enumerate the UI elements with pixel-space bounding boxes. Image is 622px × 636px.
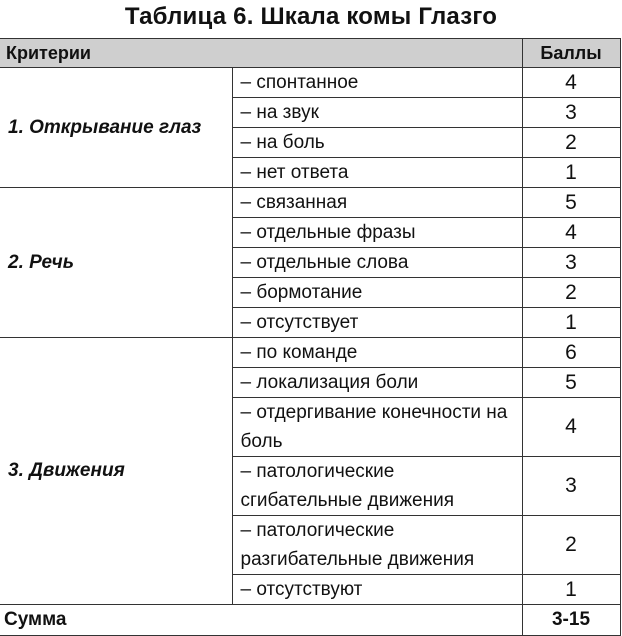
table-row	[0, 338, 620, 368]
header-row	[0, 39, 620, 68]
option-points: 4	[522, 68, 620, 98]
criterion-speech: 2. Речь	[0, 188, 232, 338]
option-points: 1	[522, 158, 620, 188]
option-label: – по команде	[232, 338, 522, 368]
option-points: 1	[522, 308, 620, 338]
option-points: 2	[522, 278, 620, 308]
points-header: Баллы	[522, 39, 620, 68]
option-label: – патологические сгибательные движения	[232, 457, 522, 516]
total-value: 3-15	[522, 605, 620, 636]
criterion-eye-opening: 1. Открывание глаз	[0, 68, 232, 188]
option-label: – на звук	[232, 98, 522, 128]
option-points: 3	[522, 248, 620, 278]
option-points: 5	[522, 188, 620, 218]
option-label: – отдельные фразы	[232, 218, 522, 248]
option-points: 3	[522, 457, 620, 516]
option-label: – нет ответа	[232, 158, 522, 188]
total-label: Сумма	[0, 605, 522, 636]
glasgow-coma-scale-table	[0, 38, 621, 636]
table-row	[0, 68, 620, 98]
option-points: 6	[522, 338, 620, 368]
option-label: – связанная	[232, 188, 522, 218]
option-points: 4	[522, 218, 620, 248]
table-row	[0, 188, 620, 218]
criterion-movements: 3. Движения	[0, 338, 232, 605]
option-points: 1	[522, 575, 620, 605]
option-points: 2	[522, 128, 620, 158]
option-label: – локализация боли	[232, 368, 522, 398]
option-points: 4	[522, 398, 620, 457]
option-points: 3	[522, 98, 620, 128]
option-points: 2	[522, 516, 620, 575]
total-row	[0, 605, 620, 636]
option-points: 5	[522, 368, 620, 398]
option-label: – спонтанное	[232, 68, 522, 98]
option-label: – патологические разгибательные движения	[232, 516, 522, 575]
criterion-header: Критерии	[0, 39, 522, 68]
option-label: – отдергивание конечности на боль	[232, 398, 522, 457]
option-label: – бормотание	[232, 278, 522, 308]
table-title: Таблица 6. Шкала комы Глазго	[124, 3, 498, 30]
option-label: – отдельные слова	[232, 248, 522, 278]
option-label: – отсутствует	[232, 308, 522, 338]
option-label: – отсутствуют	[232, 575, 522, 605]
option-label: – на боль	[232, 128, 522, 158]
